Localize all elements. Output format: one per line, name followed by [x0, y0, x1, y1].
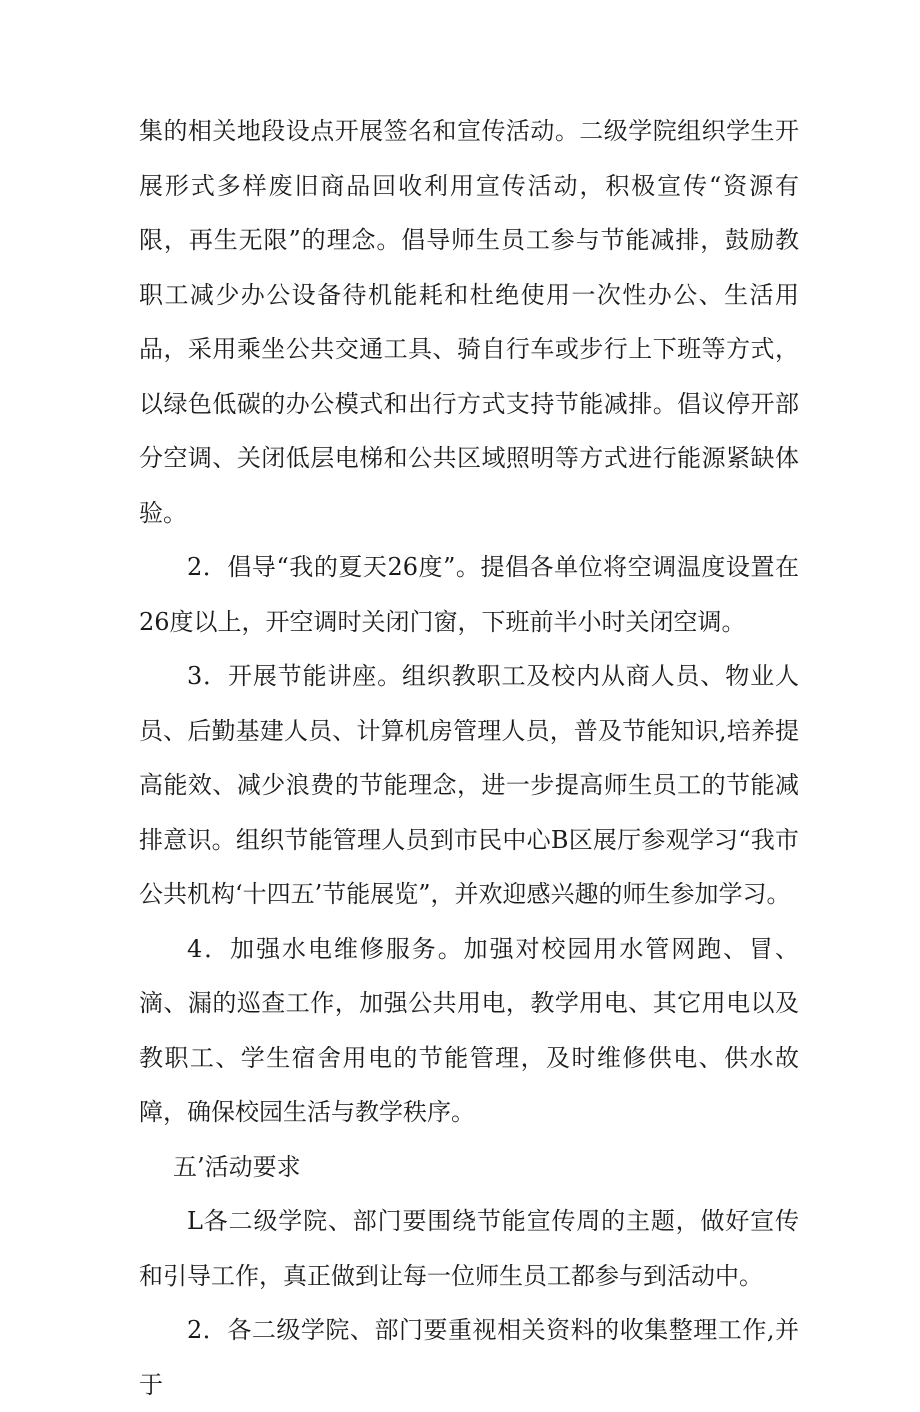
paragraph-requirement-1: L各二级学院、部门要围绕节能宣传周的主题，做好宣传和引导工作，真正做到让每一位师生员工都参与到活动中。: [139, 1207, 799, 1290]
section-heading-activity-requirements: 五’活动要求: [173, 1152, 301, 1181]
paragraph-item-4: 4．加强水电维修服务。加强对校园用水管网跑、冒、滴、漏的巡查工作，加强公共用电，教学用电、其它用电以及教职工、学生宿舍用电的节能管理，及时维修供电、供水故障，确保校园生活与教学秩序。: [139, 934, 799, 1126]
document-body: [139, 104, 799, 1412]
paragraph-requirement-2: 2．各二级学院、部门要重视相关资料的收集整理工作,并于: [139, 1316, 799, 1399]
paragraph-item-3: 3．开展节能讲座。组织教职工及校内从商人员、物业人员、后勤基建人员、计算机房管理人员，普及节能知识,培养提高能效、减少浪费的节能理念，进一步提高师生员工的节能减排意识。组织节能管理人员到市民中心B区展厅参观学习“我市公共机构‘十四五’节能展览”，并欢迎感兴趣的师生参加学习。: [139, 662, 799, 908]
paragraph-item-2: 2．倡导“我的夏天26度”。提倡各单位将空调温度设置在26度以上，开空调时关闭门窗，下班前半小时关闭空调。: [139, 553, 799, 636]
paragraph-continuation: 集的相关地段设点开展签名和宣传活动。二级学院组织学生开展形式多样废旧商品回收利用宣传活动，积极宣传“资源有限，再生无限”的理念。倡导师生员工参与节能减排，鼓励教职工减少办公设备待机能耗和杜绝使用一次性办公、生活用品，采用乘坐公共交通工具、骑自行车或步行上下班等方式，以绿色低碳的办公模式和出行方式支持节能减排。倡议停开部分空调、关闭低层电梯和公共区域照明等方式进行能源紧缺体验。: [139, 117, 799, 527]
